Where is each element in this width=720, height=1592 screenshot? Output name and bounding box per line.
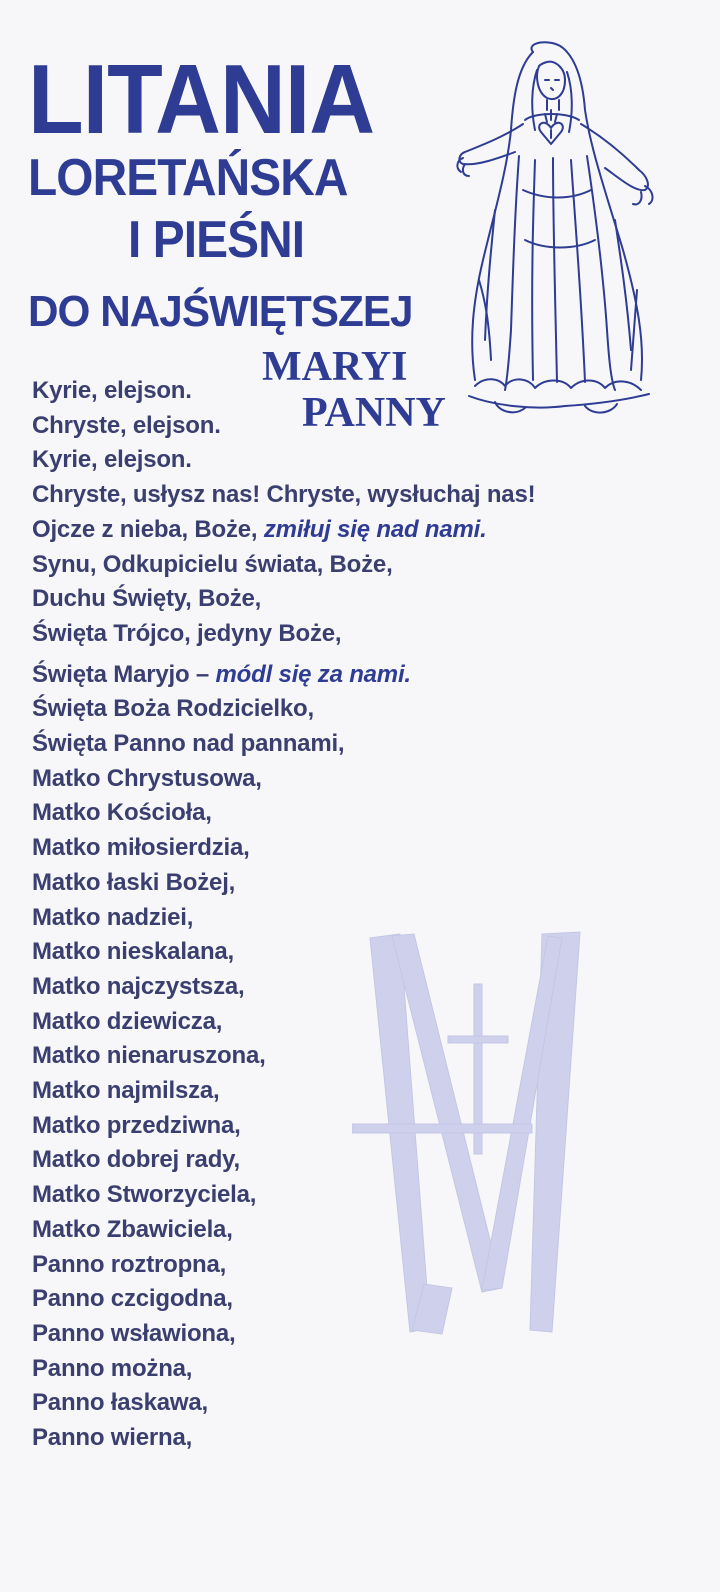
title-line-6: PANNY: [302, 390, 446, 436]
litany-line: Święta Trójco, jedyny Boże,: [32, 619, 342, 647]
litany-line: Ojcze z nieba, Boże, zmiłuj się nad nami.: [32, 515, 487, 543]
litany-line: Panno wsławiona,: [32, 1319, 236, 1347]
title-line-1: LITANIA: [28, 44, 375, 154]
litany-line: Matko przedziwna,: [32, 1111, 241, 1139]
litany-line: Duchu Święty, Boże,: [32, 585, 262, 613]
litany-text: [32, 374, 632, 1456]
title-line-2: LORETAŃSKA: [28, 149, 348, 207]
litany-line: Matko miłosierdzia,: [32, 834, 250, 862]
litany-line: Matko dziewicza,: [32, 1007, 223, 1035]
litany-line: Matko Kościoła,: [32, 799, 212, 827]
litany-line: Matko najczystsza,: [32, 972, 245, 1000]
title-line-5: MARYI: [262, 344, 408, 390]
litany-line: Panno roztropna,: [32, 1250, 227, 1278]
litany-line: Matko Chrystusowa,: [32, 764, 262, 792]
litany-line: Synu, Odkupicielu świata, Boże,: [32, 550, 393, 578]
litany-line: Panno łaskawa,: [32, 1389, 208, 1417]
litany-line: Matko nadziei,: [32, 903, 194, 931]
litany-line: Kyrie, elejson.: [32, 377, 192, 404]
litany-line: Matko nieskalana,: [32, 938, 235, 966]
litany-line: Chryste, usłysz nas! Chryste, wysłuchaj nas!: [32, 481, 536, 509]
litany-line: Matko Stworzyciela,: [32, 1181, 257, 1209]
litany-line: Kyrie, elejson.: [32, 446, 192, 474]
litany-line: Matko nienaruszona,: [32, 1042, 266, 1070]
litany-line: Matko Zbawiciela,: [32, 1215, 233, 1243]
litany-line: Święta Panno nad pannami,: [32, 730, 345, 758]
litany-line: Matko najmilsza,: [32, 1077, 220, 1105]
litany-line: Matko łaski Bożej,: [32, 868, 236, 896]
virgin-mary-illustration-icon: [455, 40, 660, 420]
litany-line: Panno czcigodna,: [32, 1285, 233, 1313]
litany-line: Matko dobrej rady,: [32, 1146, 240, 1174]
litany-line: Chryste, elejson.: [32, 411, 221, 439]
litany-line: Święta Maryjo – módl się za nami.: [32, 660, 411, 688]
litany-line: Panno wierna,: [32, 1424, 193, 1452]
title-line-3: I PIEŚNI: [128, 211, 305, 269]
litany-response: módl się za nami.: [215, 660, 411, 688]
title-line-4: DO NAJŚWIĘTSZEJ: [28, 287, 413, 336]
litany-response: zmiłuj się nad nami.: [263, 515, 487, 543]
litany-line: Święta Boża Rodzicielko,: [32, 695, 314, 723]
litany-line: Panno można,: [32, 1354, 193, 1382]
